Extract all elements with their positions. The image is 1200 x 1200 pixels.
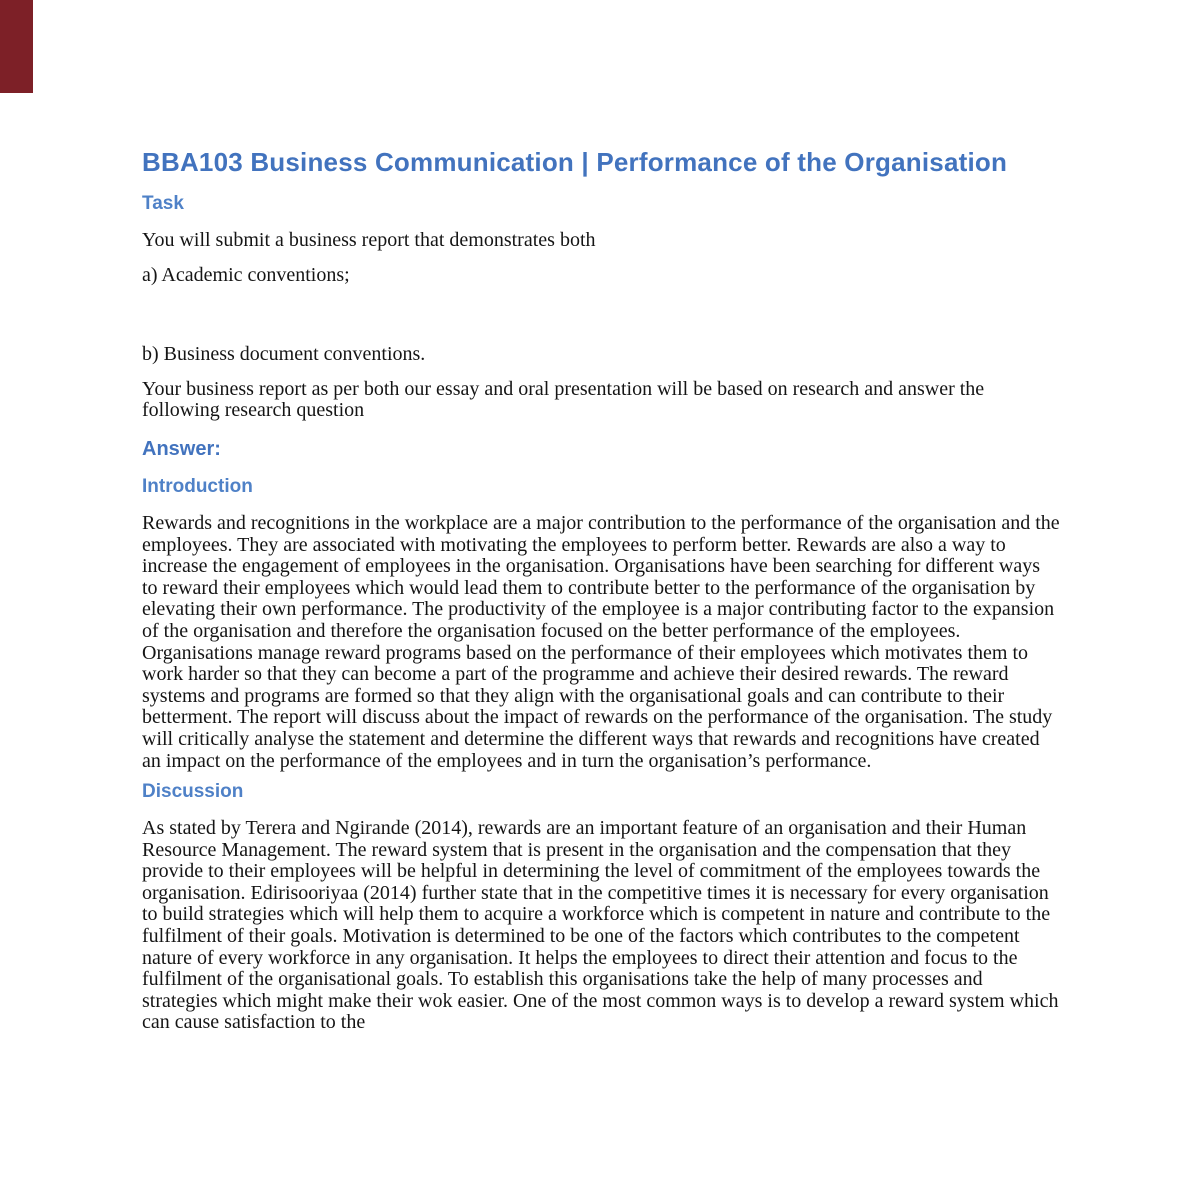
- heading-answer: Answer:: [142, 437, 221, 460]
- document-content: [142, 146, 1060, 1042]
- task-intro-paragraph: You will submit a business report that demonstrates both: [142, 229, 596, 251]
- document-title: BBA103 Business Communication | Performance of the Organisation: [142, 147, 1008, 177]
- heading-discussion: Discussion: [142, 781, 244, 803]
- corner-marker: [0, 0, 33, 93]
- heading-task: Task: [142, 193, 184, 214]
- introduction-paragraph: Rewards and recognitions in the workplace are a major contribution to the performance of the organisation and the employees. They are associated with motivating the employees to perform better. Rewards are also a way to increase the engagement of employees in the organisation. Organisations have been searching for different ways to reward their employees which would lead them to contribute better to the performance of the organisation by elevating their own performance. The productivity of the employee is a major contributing factor to the expansion of the organisation and therefore the organisation focused on the better performance of the employees. Organisations manage reward programs based on the performance of their employees which motivates them to work harder so that they can become a part of the programme and achieve their desired rewards. The reward systems and programs are formed so that they align with the organisational goals and can contribute to their betterment. The report will discuss about the impact of rewards on the performance of the organisation. The study will critically analyse the statement and determine the different ways that rewards and recognitions have created an impact on the performance of the employees and in turn the organisation’s performance.: [142, 511, 1060, 772]
- task-item-a: a) Academic conventions;: [142, 263, 350, 286]
- discussion-paragraph: As stated by Terera and Ngirande (2014), rewards are an important feature of an organisation and their Human Resource Management. The reward system that is present in the organisation and the compensation that they provide to their employees will be helpful in determining the level of commitment of the employees towards the organisation. Edirisooriyaa (2014) further state that in the competitive times it is necessary for every organisation to build strategies which will help them to acquire a workforce which is competent in nature and contribute to the fulfilment of their goals. Motivation is determined to be one of the factors which contributes to the competent nature of every workforce in any organisation. It helps the employees to direct their attention and focus to the fulfilment of the organisational goals. To establish this organisations take the help of many processes and strategies which might make their wok easier. One of the most common ways is to develop a reward system which can cause satisfaction to the: [142, 817, 1059, 1034]
- task-item-b: b) Business document conventions.: [142, 343, 426, 366]
- task-note-paragraph: Your business report as per both our essay and oral presentation will be based on research and answer the following research question: [142, 377, 985, 422]
- heading-introduction: Introduction: [142, 475, 253, 497]
